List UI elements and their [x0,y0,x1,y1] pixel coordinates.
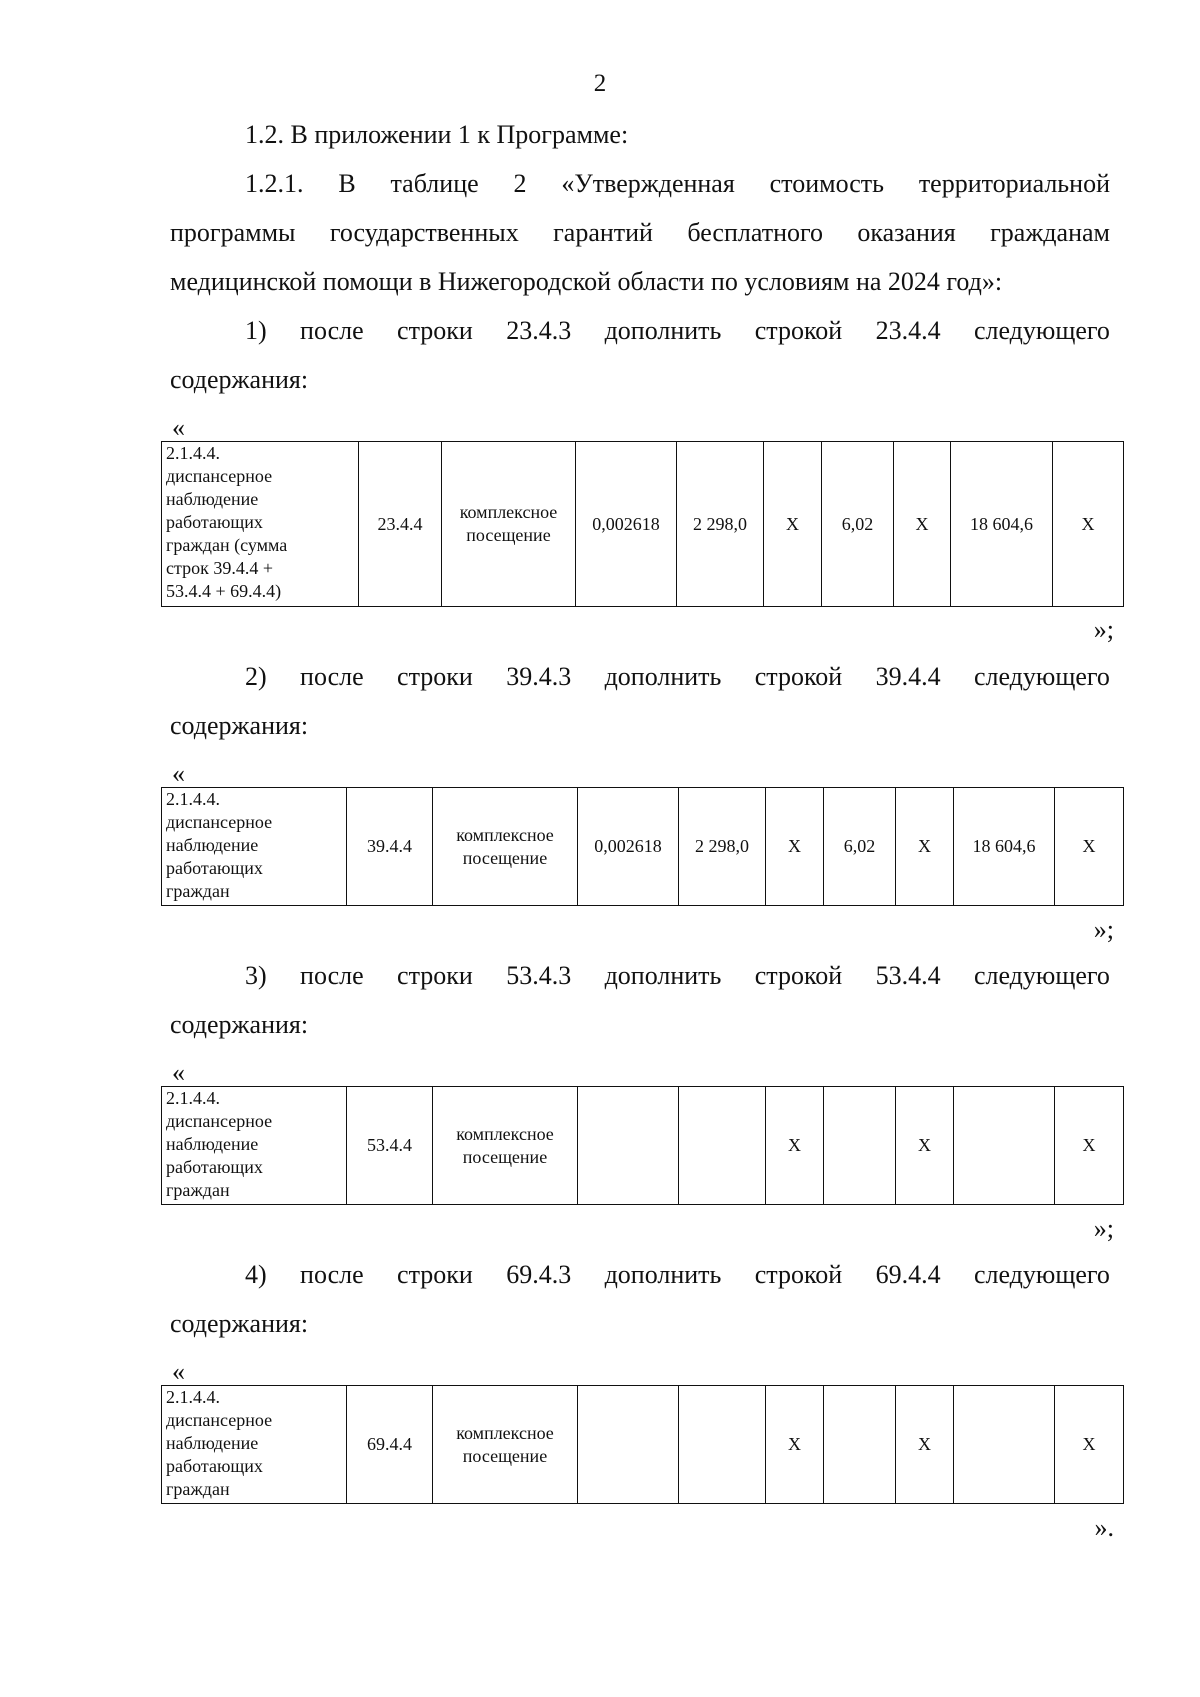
line-number-cell: 53.4.4 [347,1087,433,1205]
name-line: работающих [166,1157,263,1177]
word: после [300,1260,364,1289]
unit-line: посещение [462,1146,548,1167]
line-number-cell: 69.4.4 [347,1386,433,1504]
subheading-line-1 [170,159,1110,208]
name-line: работающих [166,512,263,532]
name-cell [162,1386,347,1504]
word: таблице [390,169,479,198]
name-line: граждан (сумма [166,535,288,555]
value-cell [578,1386,679,1504]
value-cell [954,1087,1055,1205]
word: стоимость [769,169,884,198]
word: строки [397,1260,473,1289]
word: строкой [754,662,843,691]
value-cell: Х [766,1087,824,1205]
intro-text [170,110,1110,306]
value-cell: Х [896,1386,954,1504]
name-line: диспансерное [166,466,273,486]
value-cell: Х [894,442,951,607]
section-3-instruction [170,951,1110,1049]
name-line: работающих [166,858,263,878]
subheading-line-3: медицинской помощи в Нижегородской области по условиям на 2024 год»: [170,267,1003,296]
word: «Утвержденная [561,169,735,198]
word: следующего [973,961,1110,990]
word: строкой [754,1260,843,1289]
unit-cell [433,1087,578,1205]
name-line: наблюдение [166,1134,259,1154]
close-quote: »; [1093,1214,1114,1243]
word: 53.4.4 [875,961,941,990]
value-cell: 6,02 [822,442,894,607]
value-cell: Х [1053,442,1124,607]
value-cell [954,1386,1055,1504]
word: 3) [245,961,267,990]
value-cell [824,1087,896,1205]
word: 23.4.3 [506,316,572,345]
word: после [300,662,364,691]
unit-line: комплексное [459,502,558,522]
open-quote: « [172,1357,185,1386]
name-line: наблюдение [166,1433,259,1453]
heading: 1.2. В приложении 1 к Программе: [245,120,629,149]
table-row [162,442,1124,607]
word: 2) [245,662,267,691]
word: 4) [245,1260,267,1289]
instruction-line [170,951,1110,1000]
name-line: 2.1.4.4. [166,443,220,463]
instruction-line [170,1250,1110,1299]
close-quote: »; [1093,615,1114,644]
page-number: 2 [593,70,607,97]
word: следующего [973,316,1110,345]
line-number-cell: 23.4.4 [359,442,442,607]
name-line: диспансерное [166,1111,273,1131]
value-cell: Х [1055,1087,1124,1205]
unit-line: посещение [466,525,551,545]
unit-cell [433,1386,578,1504]
word: строки [397,662,473,691]
name-line: наблюдение [166,489,259,509]
value-cell: 0,002618 [578,788,679,906]
value-cell [679,1087,766,1205]
name-line: работающих [166,1456,263,1476]
value-cell: Х [766,788,824,906]
value-cell: Х [764,442,822,607]
value-cell: 18 604,6 [951,442,1053,607]
value-cell: Х [766,1386,824,1504]
name-line: граждан [166,1479,230,1499]
open-quote: « [172,1058,185,1087]
word: строкой [754,961,843,990]
unit-cell [433,788,578,906]
word: после [300,961,364,990]
section-1-instruction [170,306,1110,404]
word: дополнить [604,662,722,691]
open-quote: « [172,759,185,788]
value-cell: 2 298,0 [677,442,764,607]
table-row [162,1386,1124,1504]
value-cell: Х [1055,1386,1124,1504]
name-line: 2.1.4.4. [166,1387,220,1407]
unit-line: комплексное [456,1422,554,1443]
word: 39.4.3 [506,662,572,691]
word: 39.4.4 [875,662,941,691]
name-cell [162,788,347,906]
word: дополнить [604,1260,722,1289]
unit-line: посещение [462,1445,548,1466]
name-cell [162,1087,347,1205]
word: 2 [513,169,527,198]
value-cell: 18 604,6 [954,788,1055,906]
line-number-cell: 39.4.4 [347,788,433,906]
word: дополнить [604,961,722,990]
close-quote: ». [1094,1513,1114,1542]
unit-line: комплексное [456,1123,554,1144]
value-cell: Х [896,788,954,906]
name-line: диспансерное [166,1410,273,1430]
name-line: диспансерное [166,812,273,832]
word: следующего [973,662,1110,691]
close-quote: »; [1093,915,1114,944]
instruction-line [170,306,1110,355]
value-cell: 6,02 [824,788,896,906]
open-quote: « [172,413,185,442]
word: после [300,316,364,345]
value-cell [578,1087,679,1205]
value-cell [824,1386,896,1504]
unit-line: комплексное [456,824,554,845]
name-line: 2.1.4.4. [166,1088,220,1108]
amendment-table-4 [161,1385,1124,1504]
instruction-line [170,652,1110,701]
value-cell: Х [1055,788,1124,906]
name-line: строк 39.4.4 + [166,558,273,578]
word: 53.4.3 [506,961,572,990]
amendment-table-3 [161,1086,1124,1205]
name-line: 2.1.4.4. [166,789,220,809]
word: В [338,169,356,198]
name-line: граждан [166,881,230,901]
table-row [162,788,1124,906]
name-line: 53.4.4 + 69.4.4) [166,581,282,601]
word: строкой [754,316,843,345]
word: следующего [973,1260,1110,1289]
section-4-instruction [170,1250,1110,1348]
unit-cell [442,442,576,607]
word: строки [397,961,473,990]
section-2-instruction [170,652,1110,750]
word: 1.2.1. [245,169,304,198]
instruction-tail: содержания: [170,365,309,394]
amendment-table-1 [161,441,1124,607]
unit-line: посещение [462,847,548,868]
word: 69.4.3 [506,1260,572,1289]
word: территориальной [918,169,1110,198]
name-cell [162,442,359,607]
subheading-line-2: программы государственных гарантий бесплатного оказания гражданам [170,218,1110,247]
word: дополнить [604,316,722,345]
table-row [162,1087,1124,1205]
word: 69.4.4 [875,1260,941,1289]
value-cell: 2 298,0 [679,788,766,906]
instruction-tail: содержания: [170,1010,309,1039]
instruction-tail: содержания: [170,1309,309,1338]
amendment-table-2 [161,787,1124,906]
value-cell [679,1386,766,1504]
instruction-tail: содержания: [170,711,309,740]
value-cell: 0,002618 [576,442,677,607]
word: строки [397,316,473,345]
name-line: наблюдение [166,835,259,855]
word: 23.4.4 [875,316,941,345]
name-line: граждан [166,1180,230,1200]
value-cell: Х [896,1087,954,1205]
word: 1) [245,316,267,345]
